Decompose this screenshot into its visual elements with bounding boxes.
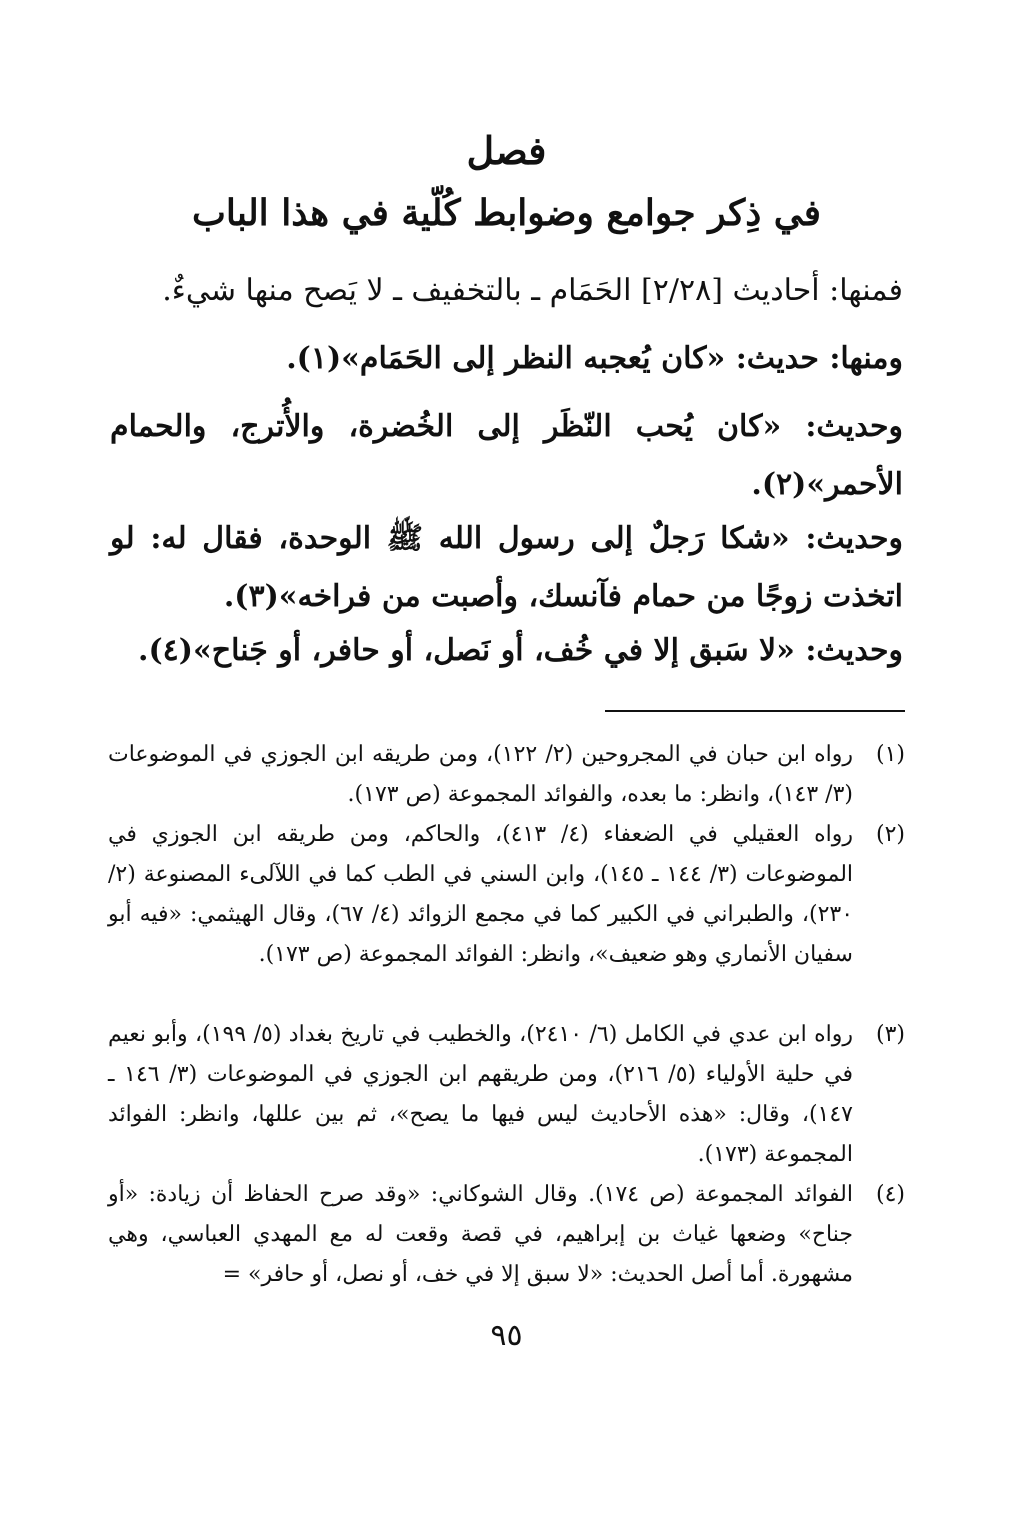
section-subtitle: في ذِكر جوامع وضوابط كُلّية في هذا الباب — [191, 192, 822, 234]
footnote-3 — [108, 1015, 905, 1175]
paragraph-4: وحديث: «شكا رَجلٌ إلى رسول الله ﷺ الوحدة، فقال له: لو اتخذت زوجًا من حمام فآنسك، وأصبت من فراخه»(٣). — [110, 521, 903, 614]
paragraph-2: ومنها: حديث: «كان يُعجبه النظر إلى الحَمَام»(١). — [286, 341, 903, 376]
footnote-1 — [108, 735, 905, 815]
section-title: فصل — [466, 128, 547, 173]
footnote-text: الفوائد المجموعة (ص ١٧٤). وقال الشوكاني: «وقد صرح الحفاظ أن زيادة: «أو جناح» وضعها غياث بن إبراهيم، في قصة وقعت له مع المهدي العباسي، وهي مشهورة. أما أصل الحديث: «لا سبق إلا في خف، أو نصل، أو حافر» = — [108, 1182, 853, 1287]
paragraph-3: وحديث: «كان يُحب النّظَر إلى الخُضرة، والأُترج، والحمام الأحمر»(٢). — [110, 409, 903, 502]
footnote-2 — [108, 815, 905, 975]
footnote-number: (١) — [875, 742, 905, 767]
paragraph-1: فمنها: أحاديث [٢/٢٨] الحَمَام ـ بالتخفيف ـ لا يَصح منها شيءٌ. — [162, 273, 903, 308]
footnote-number: (٢) — [875, 822, 905, 847]
footnote-number: (٣) — [875, 1022, 905, 1047]
footnote-4 — [108, 1175, 905, 1295]
paragraph-5: وحديث: «لا سَبق إلا في خُف، أو نَصل، أو حافر، أو جَناح»(٤). — [138, 633, 903, 668]
footnote-text: رواه ابن حبان في المجروحين (٢/ ١٢٢)، ومن طريقه ابن الجوزي في الموضوعات (٣/ ١٤٣)، وانظر: ما بعده، والفوائد المجموعة (ص ١٧٣). — [108, 742, 854, 807]
footnote-text: رواه ابن عدي في الكامل (٦/ ٢٤١٠)، والخطيب في تاريخ بغداد (٥/ ١٩٩)، وأبو نعيم في حلية الأولياء (٥/ ٢١٦)، ومن طريقهم ابن الجوزي في الموضوعات (٣/ ١٤٦ ـ ١٤٧)، وقال: «هذه الأحاديث ليس فيها ما يصح»، ثم بين عللها، وانظر: الفوائد المجموعة (١٧٣). — [108, 1022, 854, 1167]
footnote-number: (٤) — [875, 1182, 905, 1207]
footnote-text: رواه العقيلي في الضعفاء (٤/ ٤١٣)، والحاكم، ومن طريقه ابن الجوزي في الموضوعات (٣/ ١٤٤ ـ ١٤٥)، وابن السني في الطب كما في اللآلىء المصنوعة (٢/ ٢٣٠)، والطبراني في الكبير كما في مجمع الزوائد (٤/ ٦٧)، وقال الهيثمي: «فيه أبو سفيان الأنماري وهو ضعيف»، وانظر: الفوائد المجموعة (ص ١٧٣). — [108, 822, 854, 967]
footnote-separator — [605, 710, 905, 712]
page-number: ٩٥ — [490, 1318, 523, 1353]
